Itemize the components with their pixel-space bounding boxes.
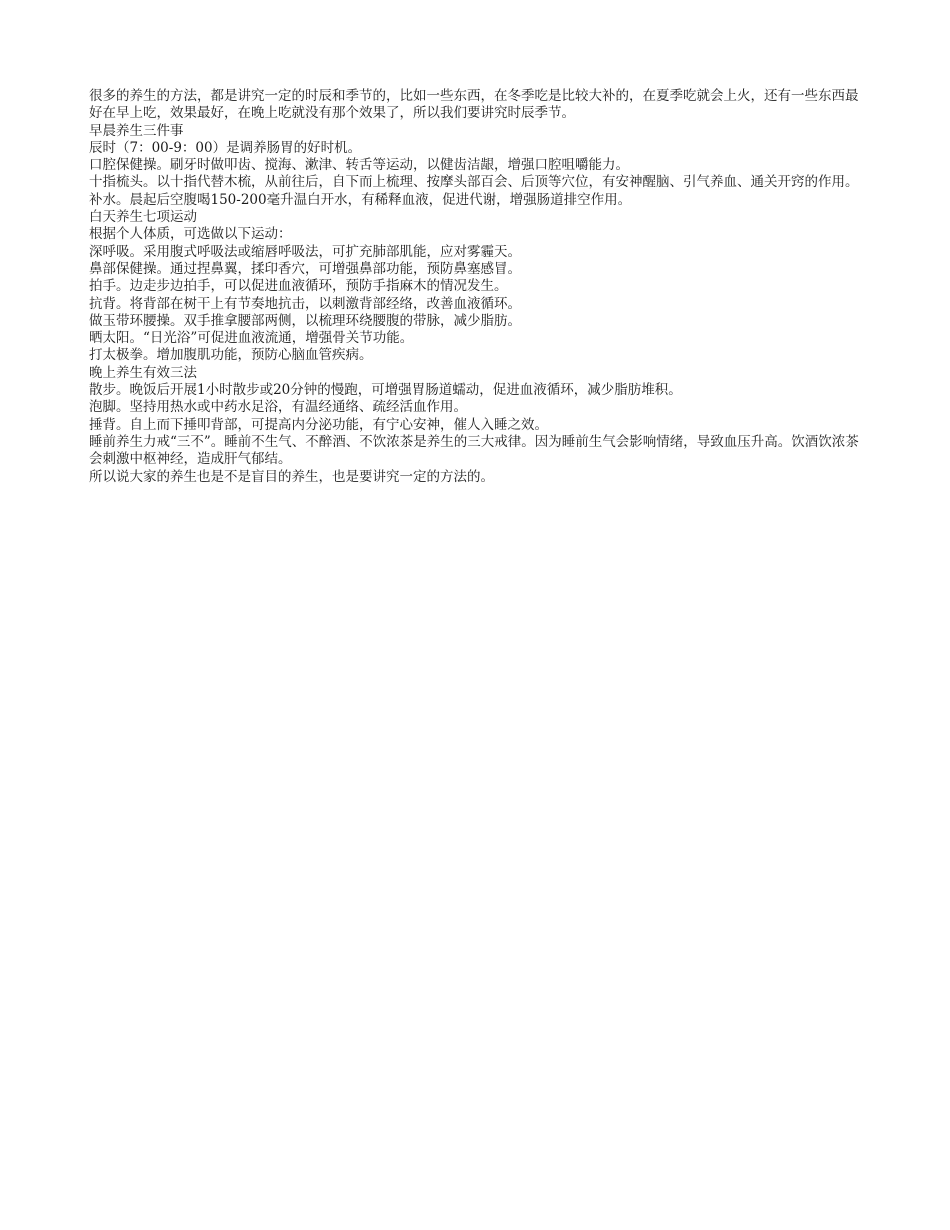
paragraph: 散步。晚饭后开展1小时散步或20分钟的慢跑，可增强胃肠道蠕动，促进血液循环，减少脂肪堆积。 bbox=[89, 382, 682, 399]
paragraph: 补水。晨起后空腹喝150-200毫升温白开水，有稀释血液，促进代谢，增强肠道排空作用。 bbox=[89, 191, 632, 208]
closing-paragraph: 所以说大家的养生也是不是盲目的养生，也是要讲究一定的方法的。 bbox=[89, 468, 494, 485]
paragraph: 抗背。将背部在树干上有节奏地抗击，以刺激背部经络，改善血液循环。 bbox=[89, 295, 521, 312]
section-heading-evening: 晚上养生有效三法 bbox=[89, 364, 197, 381]
paragraph: 做玉带环腰操。双手推拿腰部两侧，以梳理环绕腰腹的带脉，减少脂肪。 bbox=[89, 312, 521, 329]
paragraph: 深呼吸。采用腹式呼吸法或缩唇呼吸法，可扩充肺部肌能，应对雾霾天。 bbox=[89, 243, 521, 260]
paragraph: 鼻部保健操。通过捏鼻翼，揉印香穴，可增强鼻部功能，预防鼻塞感冒。 bbox=[89, 260, 521, 277]
paragraph: 睡前养生力戒“三不”。睡前不生气、不醉酒、不饮浓茶是养生的三大戒律。因为睡前生气会影响情绪，导致血压升高。饮酒饮浓茶会刺激中枢神经，造成肝气郁结。 bbox=[89, 433, 859, 468]
paragraph: 根据个人体质，可选做以下运动： bbox=[89, 226, 292, 243]
paragraph: 口腔保健操。刷牙时做叩齿、搅海、漱津、转舌等运动，以健齿洁龈，增强口腔咀嚼能力。 bbox=[89, 157, 629, 174]
paragraph: 辰时（7：00-9：00）是调养肠胃的好时机。 bbox=[89, 139, 362, 156]
section-heading-morning: 早晨养生三件事 bbox=[89, 122, 184, 139]
intro-paragraph: 很多的养生的方法，都是讲究一定的时辰和季节的，比如一些东西，在冬季吃是比较大补的，在夏季吃就会上火，还有一些东西最好在早上吃，效果最好，在晚上吃就没有那个效果了，所以我们要讲究时辰季节。 bbox=[89, 88, 859, 122]
paragraph: 打太极拳。增加腹肌功能，预防心脑血管疾病。 bbox=[89, 347, 373, 364]
paragraph: 拍手。边走步边拍手，可以促进血液循环，预防手指麻木的情况发生。 bbox=[89, 278, 508, 295]
document-body bbox=[89, 88, 869, 486]
paragraph: 泡脚。坚持用热水或中药水足浴，有温经通络、疏经活血作用。 bbox=[89, 399, 467, 416]
paragraph: 晒太阳。“日光浴”可促进血液流通，增强骨关节功能。 bbox=[89, 330, 414, 347]
paragraph: 十指梳头。以十指代替木梳，从前往后，自下而上梳理、按摩头部百会、后顶等穴位，有安神醒脑、引气养血、通关开窍的作用。 bbox=[89, 174, 859, 191]
paragraph: 捶背。自上而下捶叩背部，可提高内分泌功能，有宁心安神，催人入睡之效。 bbox=[89, 416, 548, 433]
section-heading-daytime: 白天养生七项运动 bbox=[89, 209, 197, 226]
